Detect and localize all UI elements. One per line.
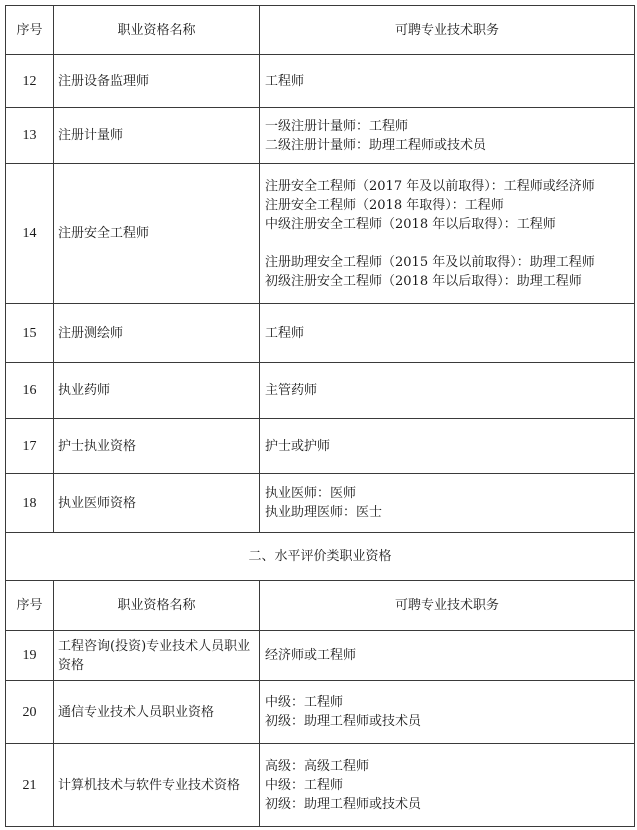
row-name: 执业药师 (54, 363, 260, 419)
header-post: 可聘专业技术职务 (260, 6, 635, 55)
row-post (260, 164, 635, 304)
header-name: 职业资格名称 (54, 6, 260, 55)
row-no: 20 (6, 681, 54, 744)
table-row (6, 363, 635, 419)
row-name: 通信专业技术人员职业资格 (54, 681, 260, 744)
post-line: 高级：高级工程师 (265, 758, 370, 774)
row-no: 17 (6, 419, 54, 474)
row-no: 13 (6, 108, 54, 164)
row-no: 19 (6, 631, 54, 681)
post-line: 中级：工程师 (265, 695, 344, 710)
table-row (6, 744, 635, 827)
table-row (6, 304, 635, 363)
post-line: 工程师 (265, 73, 305, 89)
post-line: 注册安全工程师（2018 年取得）：工程师 (265, 197, 504, 213)
row-no: 12 (6, 55, 54, 108)
post-line: 中级注册安全工程师（2018 年以后取得）：工程师 (265, 216, 556, 232)
row-post (260, 474, 635, 533)
post-line: 初级：助理工程师或技术员 (265, 796, 422, 812)
row-post (260, 55, 635, 108)
section-title-row (6, 533, 635, 581)
post-line: 执业医师：医师 (265, 486, 357, 501)
table-row (6, 419, 635, 474)
header-no: 序号 (6, 581, 54, 631)
row-name: 护士执业资格 (54, 419, 260, 474)
row-post (260, 419, 635, 474)
header-post: 可聘专业技术职务 (260, 581, 635, 631)
row-name: 执业医师资格 (54, 474, 260, 533)
row-post (260, 108, 635, 164)
row-name: 注册计量师 (54, 108, 260, 164)
row-no: 14 (6, 164, 54, 304)
row-no: 18 (6, 474, 54, 533)
row-name: 注册设备监理师 (54, 55, 260, 108)
row-post (260, 363, 635, 419)
row-no: 16 (6, 363, 54, 419)
table-row (6, 631, 635, 681)
post-line: 护士或护师 (265, 438, 331, 454)
row-name: 注册安全工程师 (54, 164, 260, 304)
row-name: 工程咨询(投资)专业技术人员职业资格 (54, 631, 260, 681)
row-post (260, 681, 635, 744)
post-line: 工程师 (265, 325, 305, 341)
post-line: 主管药师 (265, 383, 318, 398)
post-line: 注册安全工程师（2017 年及以前取得）：工程师或经济师 (265, 178, 595, 194)
table-row (6, 164, 635, 304)
row-post (260, 631, 635, 681)
qualification-table (5, 5, 635, 827)
row-post (260, 744, 635, 827)
table-row (6, 474, 635, 533)
post-line: 经济师或工程师 (265, 648, 357, 663)
post-line: 注册助理安全工程师（2015 年及以前取得）：助理工程师 (265, 254, 595, 270)
post-line: 初级注册安全工程师（2018 年以后取得）：助理工程师 (265, 273, 582, 289)
table-header-row (6, 581, 635, 631)
post-line: 执业助理医师：医士 (265, 505, 383, 520)
post-line: 一级注册计量师：工程师 (265, 118, 409, 134)
table-row (6, 108, 635, 164)
table-row (6, 681, 635, 744)
row-post (260, 304, 635, 363)
section-title: 二、水平评价类职业资格 (6, 533, 635, 581)
header-name: 职业资格名称 (54, 581, 260, 631)
row-name: 计算机技术与软件专业技术资格 (54, 744, 260, 827)
row-name: 注册测绘师 (54, 304, 260, 363)
header-no: 序号 (6, 6, 54, 55)
table-row (6, 55, 635, 108)
post-line: 初级：助理工程师或技术员 (265, 714, 422, 729)
table-header-row (6, 6, 635, 55)
row-no: 21 (6, 744, 54, 827)
row-no: 15 (6, 304, 54, 363)
post-line: 二级注册计量师：助理工程师或技术员 (265, 137, 487, 153)
post-line: 中级：工程师 (265, 777, 344, 793)
post-gap (265, 234, 634, 253)
